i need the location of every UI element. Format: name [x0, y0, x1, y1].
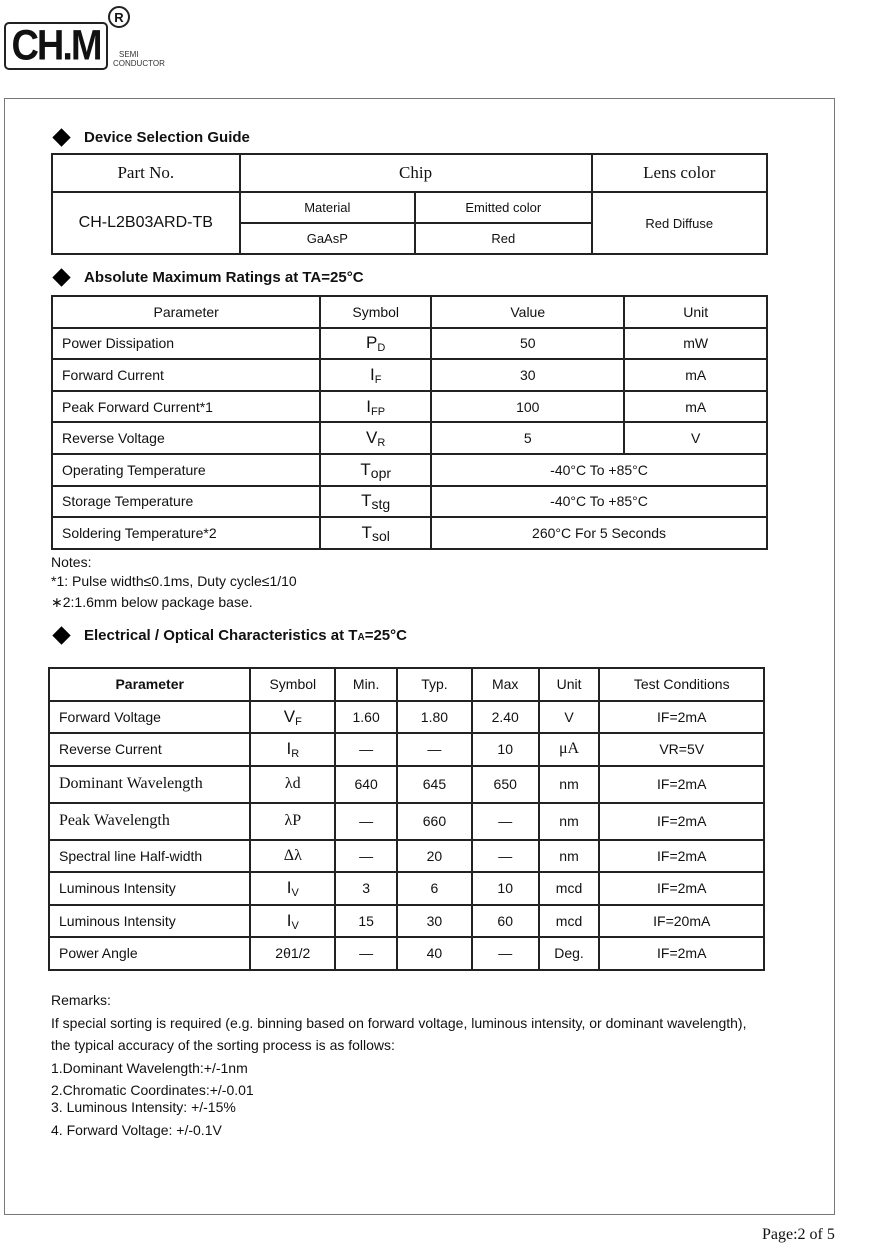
symbol: λd	[250, 766, 335, 803]
abs-max-title: Absolute Maximum Ratings at TA=25°C	[52, 269, 364, 286]
logo-subtitle: SEMI CONDUCTOR	[113, 50, 165, 68]
note-2: ∗2:1.6mm below package base.	[51, 594, 253, 610]
symbol: $V_R$	[320, 422, 431, 454]
diamond-bullet-icon	[52, 268, 70, 286]
column-header: Parameter	[49, 668, 250, 701]
remarks-item: 2.Chromatic Coordinates:+/-0.01	[51, 1082, 254, 1098]
remarks-item: 4. Forward Voltage: +/-0.1V	[51, 1121, 222, 1138]
remarks	[51, 990, 746, 1142]
remarks-heading: Remarks:	[51, 992, 111, 1008]
column-header: Typ.	[397, 668, 472, 701]
symbol: $T_{opr}$	[320, 454, 431, 486]
device-selection-title: Device Selection Guide	[52, 129, 250, 146]
table-row: Reverse Current $I_R$ — — 10 μA VR=5V	[49, 733, 764, 766]
symbol: $I_R$	[250, 733, 335, 766]
column-header: Test Conditions	[599, 668, 764, 701]
symbol: $T_{stg}$	[320, 486, 431, 518]
table-row: Operating Temperature $T_{opr}$ -40°C To +85°C	[52, 454, 767, 486]
subheader-emitted-color: Emitted color	[415, 192, 591, 223]
table-row: Forward Voltage $V_F$ 1.60 1.80 2.40 V IF=2mA	[49, 701, 764, 734]
notes-heading: Notes:	[51, 554, 92, 570]
symbol: $T_{sol}$	[320, 517, 431, 549]
part-number: CH-L2B03ARD-TB	[52, 192, 240, 254]
column-header: Value	[431, 296, 624, 328]
diamond-bullet-icon	[52, 626, 70, 644]
device-selection-table	[51, 153, 768, 255]
column-header: Unit	[539, 668, 600, 701]
column-header: Min.	[335, 668, 397, 701]
table-row: Soldering Temperature*2 $T_{sol}$ 260°C For 5 Seconds	[52, 517, 767, 549]
table-row: Storage Temperature $T_{stg}$ -40°C To +85°C	[52, 486, 767, 518]
symbol: $P_D$	[320, 328, 431, 360]
subheader-material: Material	[240, 192, 415, 223]
column-header: Parameter	[52, 296, 320, 328]
remarks-item: 3. Luminous Intensity: +/-15%	[51, 1099, 236, 1115]
table-row: Luminous Intensity $I_V$ 15 30 60 mcd IF=20mA	[49, 905, 764, 938]
logo-text: CH.M	[11, 22, 101, 70]
table-row: Peak Forward Current*1 $I_{FP}$ 100 mA	[52, 391, 767, 423]
column-header: Max	[472, 668, 539, 701]
remarks-item: 1.Dominant Wavelength:+/-1nm	[51, 1059, 248, 1076]
column-header: Symbol	[320, 296, 431, 328]
table-row: Peak Wavelength λP — 660 — nm IF=2mA	[49, 803, 764, 840]
lens-color-value: Red Diffuse	[592, 192, 767, 254]
symbol: $I_{FP}$	[320, 391, 431, 423]
symbol: λP	[250, 803, 335, 840]
header-part-no: Part No.	[52, 154, 240, 192]
electro-optical-table	[48, 667, 765, 971]
symbol: $I_V$	[250, 905, 335, 938]
table-row: Reverse Voltage $V_R$ 5 V	[52, 422, 767, 454]
notes	[51, 553, 297, 612]
diamond-bullet-icon	[52, 128, 70, 146]
table-row: Power Dissipation $P_D$ 50 mW	[52, 328, 767, 360]
remarks-text: the typical accuracy of the sorting process is as follows:	[51, 1037, 395, 1053]
company-logo	[4, 22, 108, 70]
table-row: Spectral line Half-width Δλ — 20 — nm IF=2mA	[49, 840, 764, 873]
electro-optical-title: Electrical / Optical Characteristics at T A =25°C	[52, 627, 407, 644]
symbol: Δλ	[250, 840, 335, 873]
header-chip: Chip	[240, 154, 592, 192]
header-lens-color: Lens color	[592, 154, 767, 192]
symbol: 2θ1/2	[250, 937, 335, 970]
remarks-text: If special sorting is required (e.g. binning based on forward voltage, luminous intensity, or dominant wavelength),	[51, 1014, 747, 1031]
symbol: $V_F$	[250, 701, 335, 734]
symbol: $I_F$	[320, 359, 431, 391]
table-row: Power Angle 2θ1/2 — 40 — Deg. IF=2mA	[49, 937, 764, 970]
symbol: $I_V$	[250, 872, 335, 905]
emitted-color-value: Red	[415, 223, 591, 254]
column-header: Symbol	[250, 668, 335, 701]
table-row: Forward Current $I_F$ 30 mA	[52, 359, 767, 391]
table-row: Luminous Intensity $I_V$ 3 6 10 mcd IF=2mA	[49, 872, 764, 905]
page-number: Page:2 of 5	[762, 1226, 835, 1243]
material-value: GaAsP	[240, 223, 415, 254]
registered-trademark-icon: R	[108, 6, 130, 28]
column-header: Unit	[624, 296, 767, 328]
abs-max-table	[51, 295, 768, 550]
table-row: Dominant Wavelength λd 640 645 650 nm IF=2mA	[49, 766, 764, 803]
note-1: *1: Pulse width≤0.1ms, Duty cycle≤1/10	[51, 572, 297, 589]
